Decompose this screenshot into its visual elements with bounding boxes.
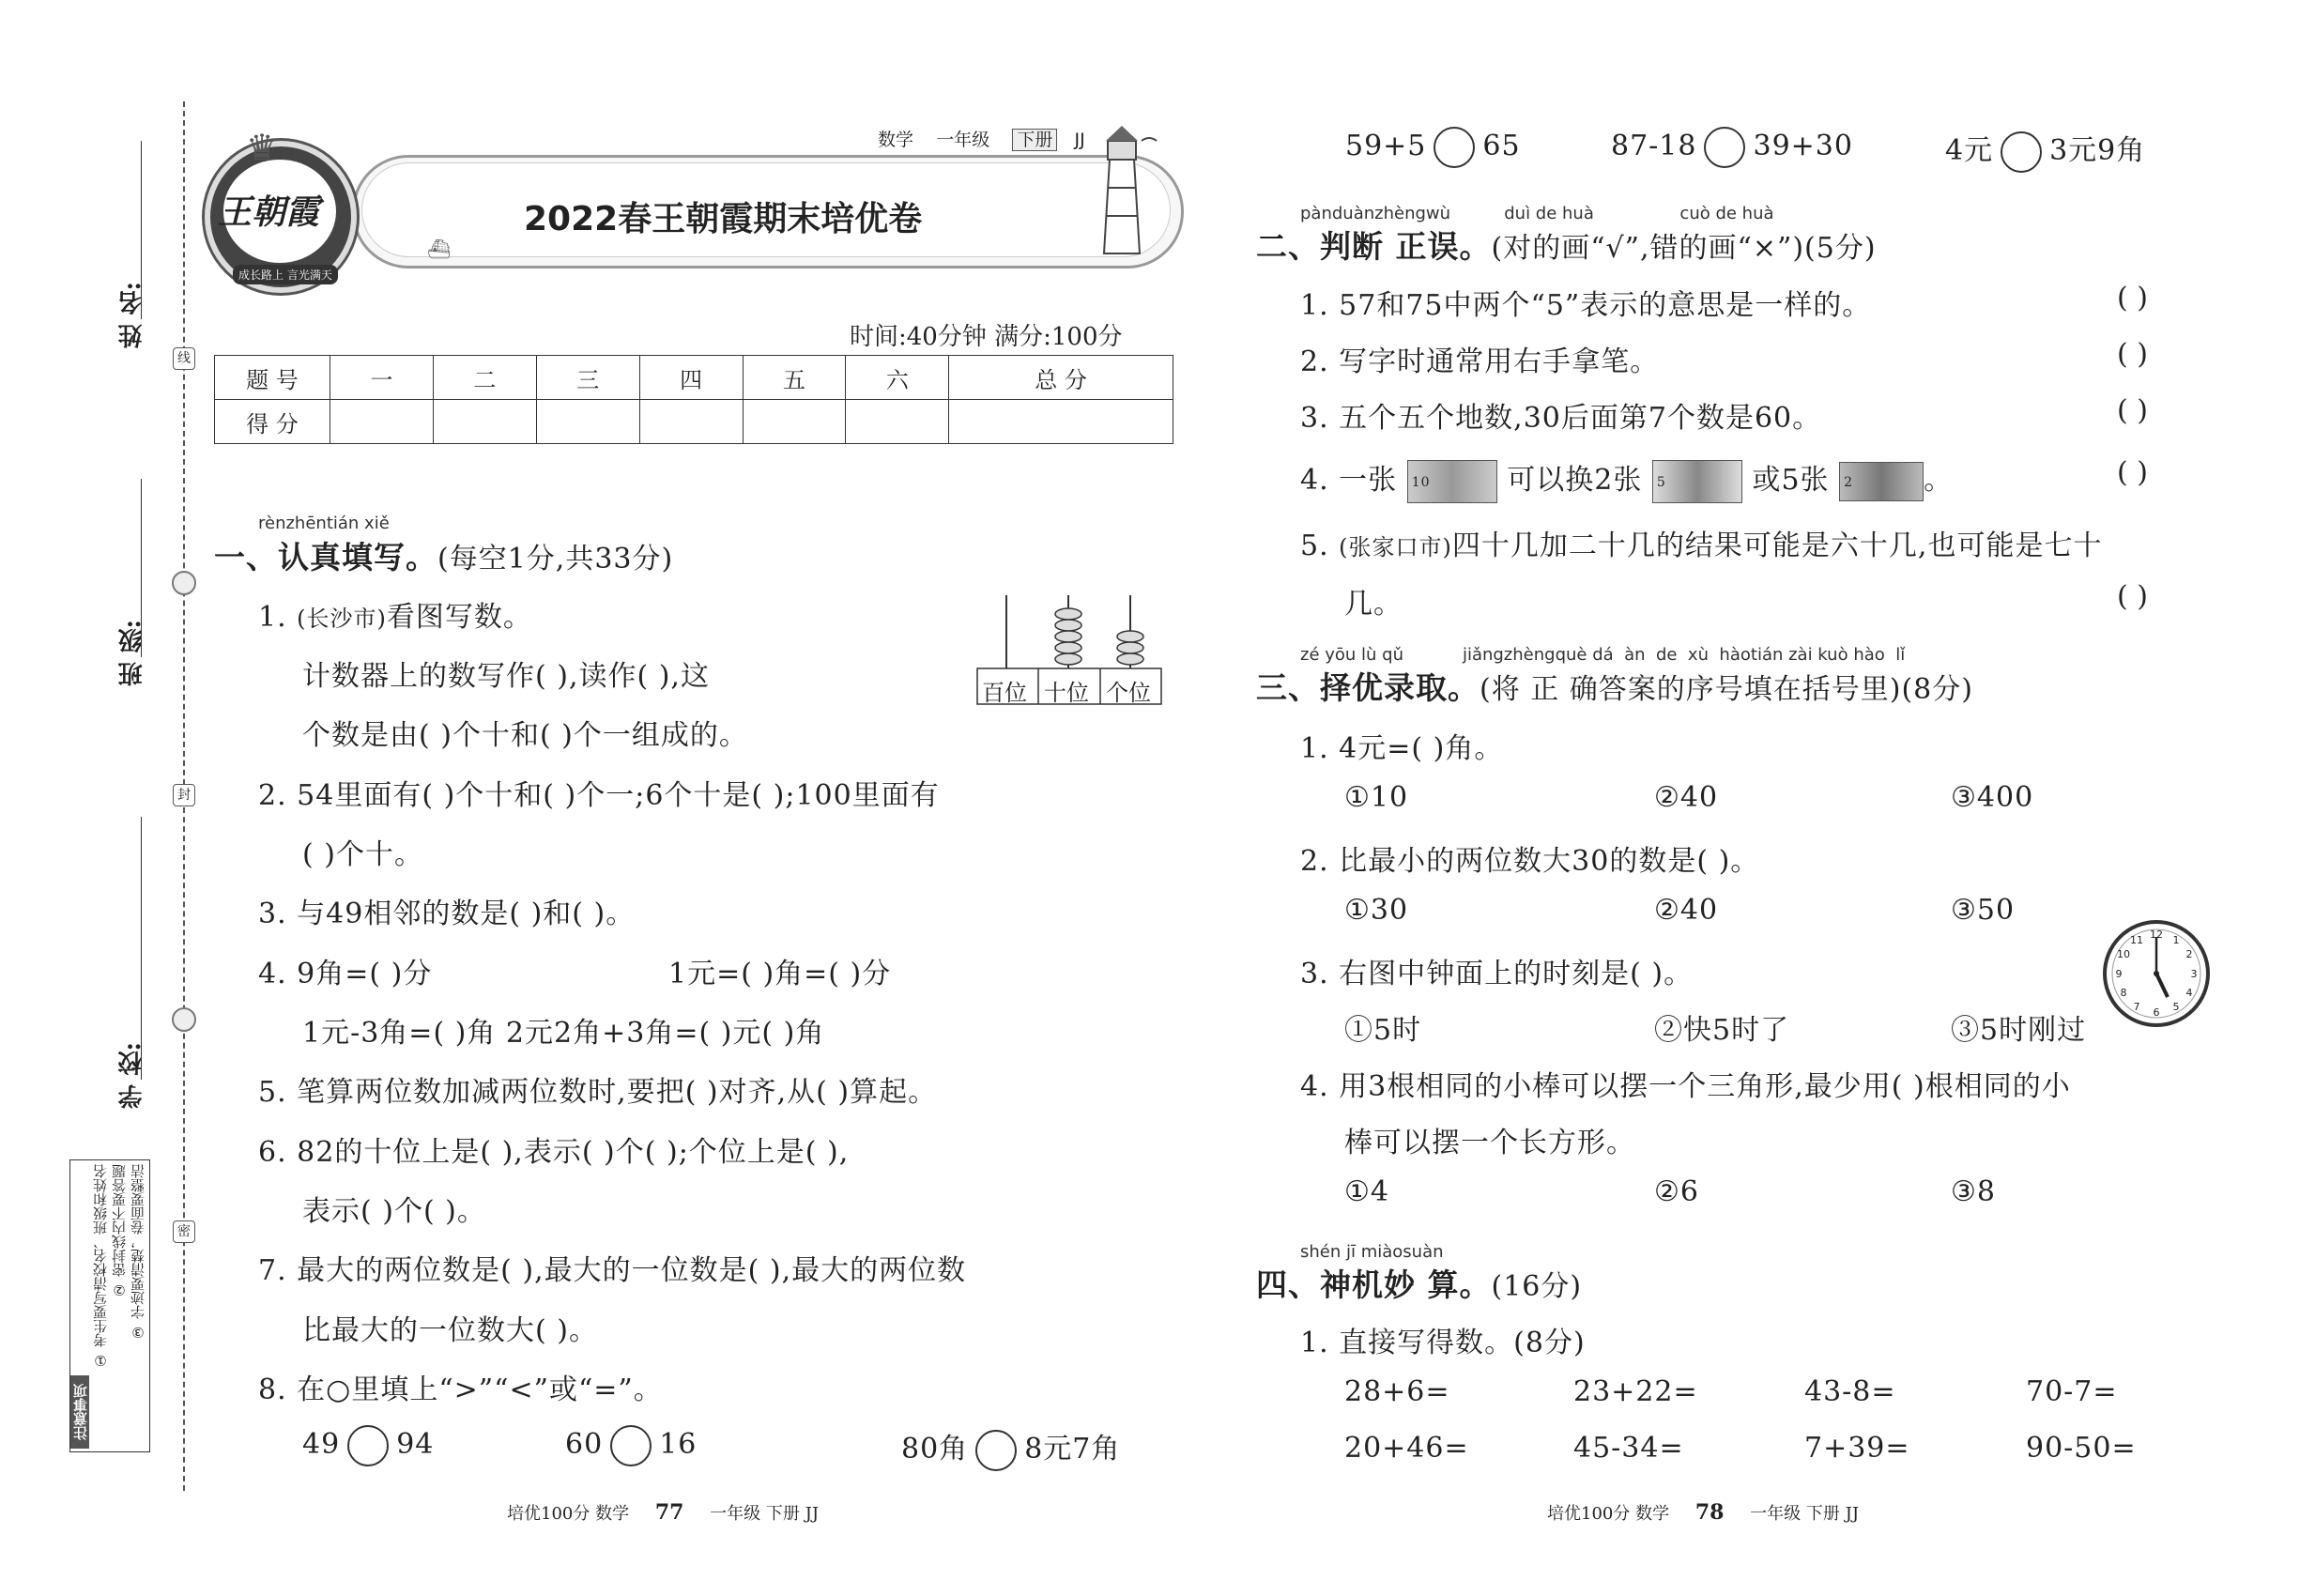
- abacus-label-ones: 个位: [1106, 680, 1151, 706]
- score-head-cell: 三: [536, 356, 639, 400]
- svg-text:4: 4: [2185, 987, 2193, 999]
- footer-left: [507, 1500, 819, 1525]
- binding-ring-2: [172, 1007, 196, 1032]
- s1-q1-number: 1.: [258, 601, 287, 634]
- s1-q6-line1[interactable]: 6. 82的十位上是( ),表示( )个( );个位上是( ),: [258, 1136, 850, 1169]
- s2-answer-5[interactable]: ( ): [2117, 580, 2148, 613]
- clock-figure: [2101, 918, 2212, 1029]
- score-head-cell: 五: [743, 356, 846, 400]
- s4-q1: 1. 直接写得数。(8分): [1300, 1327, 1586, 1359]
- s1-q6-line2[interactable]: 表示( )个( )。: [302, 1195, 486, 1228]
- svg-text:8: 8: [2120, 987, 2127, 999]
- footer-right-grade: 一年级 下册 JJ: [1750, 1504, 1860, 1524]
- binding-ring-1: [172, 571, 196, 595]
- s2-q5-text: 四十几加二十几的结果可能是六十几,也可能是七十: [1451, 529, 2103, 562]
- calc-item[interactable]: 23+22=: [1573, 1375, 1698, 1408]
- school-label: 学 校:: [118, 1042, 146, 1109]
- meta-edition: JJ: [1074, 130, 1085, 150]
- section2-pinyin: pànduànzhèngwù duì de huà cuò de huà: [1300, 204, 1774, 223]
- section4-pinyin: shén jī miàosuàn: [1300, 1242, 1444, 1262]
- footer-left-grade: 一年级 下册 JJ: [710, 1504, 820, 1524]
- page-number-right: 78: [1694, 1500, 1725, 1525]
- compare-circle[interactable]: [975, 1430, 1017, 1471]
- s1-q1-text: 看图写数。: [386, 601, 532, 634]
- score-table: [214, 355, 1173, 444]
- lighthouse-icon: [1080, 122, 1164, 263]
- section1-pinyin: rènzhēntián xiě: [258, 514, 390, 533]
- s3-q2-opt-3[interactable]: ③50: [1951, 894, 2016, 927]
- s1-q7-line1[interactable]: 7. 最大的两位数是( ),最大的一位数是( ),最大的两位数: [258, 1254, 967, 1287]
- meta-subject: 数学: [878, 130, 914, 150]
- svg-text:11: 11: [2130, 934, 2143, 946]
- class-field-line[interactable]: [141, 479, 142, 657]
- score-table-score-row: [215, 400, 1173, 444]
- s2-item-5-line1: 5. (张家口市)四十几加二十几的结果可能是六十几,也可能是七十: [1300, 529, 2103, 562]
- score-head-cell: 一: [330, 356, 434, 400]
- score-input-cell[interactable]: [743, 400, 846, 444]
- meta-grade: 一年级: [936, 130, 990, 150]
- s1-q5[interactable]: 5. 笔算两位数加减两位数时,要把( )对齐,从( )算起。: [258, 1076, 938, 1109]
- svg-text:9: 9: [2115, 968, 2123, 980]
- s3-q4-opt-1[interactable]: ①4: [1344, 1175, 1389, 1208]
- s2-q5-tag: (张家口市): [1339, 534, 1452, 560]
- s3-q3[interactable]: 3. 右图中钟面上的时刻是( )。: [1300, 958, 1694, 990]
- compare-item: [1345, 127, 1521, 168]
- time-info: 时间:40分钟 满分:100分: [850, 323, 1123, 351]
- s3-q4-opt-3[interactable]: ③8: [1951, 1175, 1996, 1208]
- s1-q7-line2[interactable]: 比最大的一位数大( )。: [302, 1314, 598, 1347]
- section3-pinyin: zé yōu lù qǔ jiǎngzhèngquè dá àn de xù hàotián zài kuò hào lǐ: [1300, 645, 1906, 665]
- footer-left-book: 培优100分 数学: [507, 1504, 630, 1524]
- compare-circle[interactable]: [610, 1425, 652, 1466]
- section4-title: 四、神机妙 算。: [1256, 1266, 1492, 1303]
- s2-answer-4[interactable]: ( ): [2117, 456, 2148, 489]
- section4-heading: [1256, 1261, 1582, 1305]
- notes-title: 注意事项: [70, 1375, 89, 1449]
- calc-item[interactable]: 90-50=: [2026, 1432, 2137, 1465]
- s1-q1-line2[interactable]: 计数器上的数写作( ),读作( ),这: [302, 660, 710, 693]
- school-field-line[interactable]: [141, 817, 142, 1080]
- score-input-cell[interactable]: [949, 400, 1173, 444]
- compare-circle[interactable]: [347, 1425, 389, 1466]
- s2-q4-text-b: 可以换2张: [1507, 464, 1643, 497]
- s3-q4-line1[interactable]: 4. 用3根相同的小棒可以摆一个三角形,最少用( )根相同的小: [1300, 1070, 2071, 1103]
- score-input-cell[interactable]: [639, 400, 743, 444]
- svg-text:1: 1: [2172, 934, 2180, 946]
- s1-q2-line1[interactable]: 2. 54里面有( )个十和( )个一;6个十是( );100里面有: [258, 779, 940, 812]
- s1-q8: 8. 在○里填上“>”“<”或“=”。: [258, 1373, 663, 1406]
- compare-right: 65: [1482, 130, 1521, 162]
- compare-right: 16: [659, 1428, 698, 1461]
- section1-heading: [214, 533, 673, 577]
- compare-right: 94: [396, 1428, 435, 1461]
- score-head-cell: 总 分: [949, 356, 1173, 400]
- s1-q1-line1: [258, 593, 532, 635]
- score-input-cell[interactable]: [536, 400, 639, 444]
- calc-item[interactable]: 28+6=: [1344, 1375, 1450, 1408]
- s2-answer-3[interactable]: ( ): [2117, 394, 2148, 427]
- compare-circle[interactable]: [2001, 131, 2042, 173]
- calc-item[interactable]: 20+46=: [1344, 1432, 1469, 1465]
- name-field-line[interactable]: [141, 141, 142, 319]
- compare-circle[interactable]: [1434, 127, 1475, 168]
- boat-icon: ⛴: [427, 238, 452, 260]
- meta-volume: 下册: [1012, 129, 1057, 151]
- abacus-bead-ones: [1117, 631, 1143, 665]
- banknote-2-label: 2: [1844, 475, 1854, 490]
- s3-q3-opt-2[interactable]: ②快5时了: [1654, 1014, 1790, 1047]
- s3-q1[interactable]: 1. 4元=( )角。: [1300, 732, 1504, 765]
- s3-q2[interactable]: 2. 比最小的两位数大30的数是( )。: [1300, 845, 1760, 878]
- s3-q2-opt-2[interactable]: ②40: [1654, 894, 1719, 927]
- compare-left: 59+5: [1345, 130, 1427, 162]
- s3-q1-opt-1[interactable]: ①10: [1344, 781, 1409, 814]
- compare-item: [901, 1425, 1120, 1471]
- compare-right: 3元9角: [2049, 134, 2146, 167]
- s3-q4-line2: 棒可以摆一个长方形。: [1344, 1127, 1635, 1159]
- s2-item-3: 3. 五个五个地数,30后面第7个数是60。: [1300, 402, 1822, 435]
- compare-left: 80角: [901, 1433, 969, 1466]
- s1-q1-tag: (长沙市): [297, 606, 387, 632]
- banknote-10-label: 10: [1411, 475, 1431, 490]
- brand-crown-icon: ♛: [246, 127, 279, 168]
- s1-q1-line3[interactable]: 个数是由( )个十和( )个一组成的。: [302, 719, 748, 752]
- svg-text:6: 6: [2153, 1006, 2160, 1019]
- section4-note: (16分): [1491, 1270, 1583, 1303]
- page-number-left: 77: [654, 1500, 684, 1525]
- svg-text:7: 7: [2133, 1001, 2140, 1013]
- score-head-cell: 二: [433, 356, 536, 400]
- score-input-cell[interactable]: [330, 400, 434, 444]
- note-3: ③ 字迹要清楚，卷面要整洁: [130, 1164, 146, 1341]
- note-1: ① 考生要写清校名、班级和姓名: [92, 1164, 109, 1369]
- brand-name: 王朝霞: [218, 192, 320, 232]
- compare-right: 8元7角: [1024, 1433, 1121, 1466]
- compare-left: 4元: [1945, 134, 1994, 167]
- score-row-label: 得 分: [215, 400, 330, 444]
- banknote-5-icon: [1652, 460, 1742, 503]
- section3-title: 三、择优录取。: [1256, 669, 1480, 706]
- s2-q4-text-c: 或5张: [1752, 464, 1830, 497]
- calc-item[interactable]: 70-7=: [2026, 1375, 2118, 1408]
- calc-item[interactable]: 45-34=: [1573, 1432, 1684, 1465]
- s2-item-1: 1. 57和75中两个“5”表示的意思是一样的。: [1300, 289, 1872, 322]
- s2-answer-2[interactable]: ( ): [2117, 338, 2148, 371]
- svg-text:5: 5: [2172, 1001, 2180, 1013]
- score-table-header-row: [215, 356, 1173, 400]
- abacus-label-tens: 十位: [1044, 680, 1089, 706]
- class-label: 班 级:: [118, 620, 146, 686]
- s3-q1-opt-3[interactable]: ③400: [1951, 781, 2034, 814]
- s2-q4-text-d: 。: [1924, 464, 1954, 497]
- header-meta: [878, 126, 1085, 151]
- cut-mark-3: 密: [173, 1220, 195, 1243]
- s3-q4-opt-2[interactable]: ②6: [1654, 1175, 1699, 1208]
- calc-item[interactable]: 7+39=: [1804, 1432, 1910, 1465]
- compare-left: 87-18: [1611, 130, 1697, 162]
- compare-item: [565, 1425, 697, 1466]
- svg-text:3: 3: [2190, 968, 2198, 980]
- score-head-cell: 题 号: [215, 356, 330, 400]
- cut-mark-2: 封: [173, 784, 195, 806]
- section2-title: 二、判断 正误。: [1256, 228, 1492, 265]
- score-head-cell: 四: [639, 356, 743, 400]
- s1-q4-line1b[interactable]: 1元=( )角=( )分: [668, 958, 892, 990]
- s2-answer-1[interactable]: ( ): [2117, 282, 2148, 315]
- s3-q2-opt-1[interactable]: ①30: [1344, 894, 1409, 927]
- note-2: ② 密封线内不要答题: [111, 1164, 128, 1298]
- name-label: 姓 名:: [118, 282, 146, 348]
- score-head-cell: 六: [846, 356, 949, 400]
- abacus-label-hundreds: 百位: [982, 680, 1027, 706]
- compare-item: [1611, 127, 1853, 168]
- s2-item-5-line2: 几。: [1344, 588, 1403, 621]
- abacus-bead-tens: [1055, 608, 1081, 665]
- section1-title: 一、认真填写。: [214, 539, 437, 575]
- calc-item[interactable]: 43-8=: [1804, 1375, 1896, 1408]
- svg-text:10: 10: [2117, 948, 2130, 960]
- s1-q2-line2[interactable]: ( )个十。: [302, 838, 423, 871]
- score-input-cell[interactable]: [433, 400, 536, 444]
- s2-q4-text-a: 4. 一张: [1300, 464, 1398, 497]
- s3-q3-opt-3[interactable]: ③5时刚过: [1951, 1014, 2087, 1047]
- compare-item: [302, 1425, 434, 1466]
- s1-q3[interactable]: 3. 与49相邻的数是( )和( )。: [258, 898, 636, 930]
- page-title: 2022春王朝霞期末培优卷: [524, 200, 923, 238]
- compare-left: 60: [565, 1428, 604, 1461]
- svg-text:12: 12: [2150, 928, 2163, 941]
- svg-text:2: 2: [2185, 948, 2193, 960]
- footer-right: [1547, 1500, 1859, 1525]
- compare-right: 39+30: [1753, 130, 1853, 162]
- s3-q3-opt-1[interactable]: ①5时: [1344, 1014, 1422, 1047]
- s1-q4-line2[interactable]: 1元-3角=( )角 2元2角+3角=( )元( )角: [302, 1017, 825, 1050]
- banknote-10-icon: [1407, 460, 1497, 503]
- s2-item-2: 2. 写字时通常用右手拿笔。: [1300, 345, 1660, 378]
- footer-right-book: 培优100分 数学: [1547, 1504, 1670, 1524]
- section3-heading: [1256, 664, 1973, 708]
- section2-heading: [1256, 223, 1877, 267]
- section3-note: (将 正 确答案的序号填在括号里)(8分): [1480, 673, 1973, 706]
- s1-q4-line1a[interactable]: 4. 9角=( )分: [258, 958, 433, 990]
- compare-left: 49: [302, 1428, 341, 1461]
- compare-circle[interactable]: [1704, 127, 1745, 168]
- s3-q1-opt-2[interactable]: ②40: [1654, 781, 1719, 814]
- section1-note: (每空1分,共33分): [437, 543, 674, 575]
- compare-item: [1945, 127, 2145, 173]
- section2-note: (对的画“√”,错的画“×”)(5分): [1491, 232, 1877, 265]
- s2-item-4: [1300, 456, 1953, 503]
- cut-mark-1: 线: [173, 347, 195, 370]
- score-input-cell[interactable]: [846, 400, 949, 444]
- brand-sub: 成长路上 言光满天: [233, 265, 338, 284]
- banknote-2-icon: [1839, 462, 1924, 501]
- banknote-5-label: 5: [1656, 475, 1666, 490]
